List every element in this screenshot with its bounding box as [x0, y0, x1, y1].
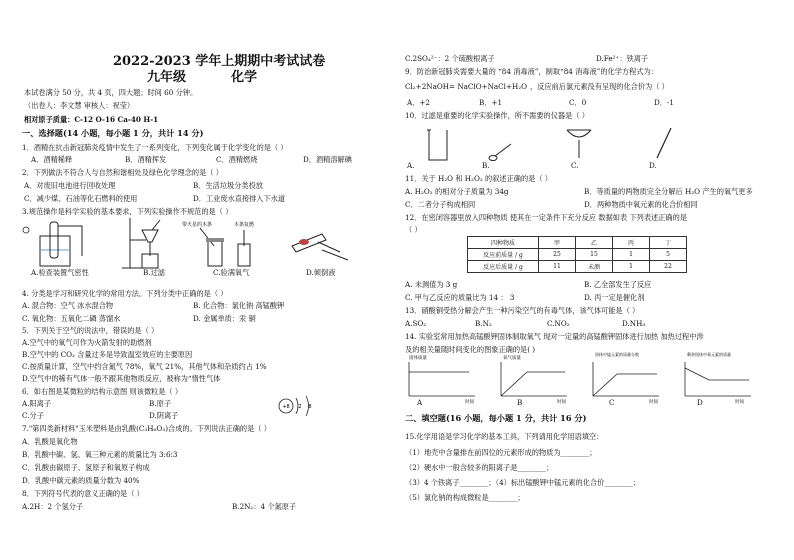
- oxygen-check-figure: [182, 221, 255, 266]
- beaker-icon: [427, 130, 447, 160]
- stick-reignite-label: 木条复燃: [234, 222, 255, 228]
- q7-option-b: B．乳酸中碳、氢、氧三种元素的质量比为 3:6:3: [22, 450, 178, 459]
- q7-option-c: C．乳酸由碳原子、氢原子和氧原子构成: [22, 463, 150, 472]
- q3-option-b: B.过滤: [143, 268, 165, 277]
- graph-b: [501, 354, 567, 405]
- question-12: 12．在密闭容器里放入四种物质 使其在一定条件下充分反应 数据如表 下列表述正确的是: [405, 213, 687, 222]
- q13-option-d: D.NH₃: [622, 319, 646, 328]
- q9-question-rest: ，反应前后氯元素没有呈现的化合价为（ ）: [530, 82, 669, 91]
- section-2-heading: 二、填空题(16 小题，每小题 1 分，共计 16 分): [405, 413, 587, 423]
- q14-option-c: C: [609, 398, 615, 407]
- nucleus-charge: +8: [282, 404, 290, 410]
- graph-d-y-label: 剩余固体中氧元素的质量: [687, 352, 731, 357]
- q12-option-b: B. 乙全部发生了反应: [584, 280, 652, 289]
- q3-option-a: A.检查装置气密性: [31, 268, 89, 277]
- q8-option-b: B.2N₂：4 个氮原子: [232, 502, 297, 511]
- q15-part-5: （5）氯化钠的构成微粒是________；: [405, 493, 525, 502]
- q12-option-d: D. 丙一定是催化剂: [584, 293, 645, 302]
- q9-option-d: D．-1: [654, 98, 674, 107]
- table-cell: 1: [613, 261, 650, 273]
- question-7: 7."第四类新材料"玉米塑料是由乳酸(C₃H₆O₃)合成的。下列说法正确的是（ ）: [22, 424, 271, 433]
- q6-option-c: C.分子: [22, 411, 44, 420]
- table-cell: 15: [576, 249, 613, 261]
- electron-shell-1: 2: [298, 404, 302, 410]
- question-5: 5．下列关于空气的说法中，错误的是（ ）: [22, 326, 159, 335]
- q5-option-d: D.空气中的稀有气体一般不跟其他物质反应，被称为“惰性气体: [22, 374, 221, 383]
- table-cell: 反应前质量 / g: [468, 249, 539, 261]
- table-header-row: [468, 237, 687, 249]
- question-10: 10．过滤是重要的化学实验操作，所不需要的仪器是（ ）: [405, 111, 589, 120]
- graph-c-y-label: 固体中锰元素的质量分数: [595, 352, 639, 357]
- q14-option-a: A: [417, 398, 423, 407]
- filtration-figure: [122, 218, 160, 268]
- q1-option-c: C．酒精燃烧: [216, 155, 258, 164]
- q12-option-a: A. 未测值为 3 g: [405, 280, 458, 289]
- table-cell: 22: [650, 261, 687, 273]
- graph-a-y-label: 固体质量: [409, 356, 427, 361]
- q9-option-b: B．+1: [479, 98, 503, 107]
- q12-option-c: C. 甲与乙反应的质量比为 14 ： 3: [405, 293, 515, 302]
- q10-instruments: [407, 122, 697, 164]
- q10-option-a: A.: [407, 161, 415, 170]
- q10-option-c: C.: [571, 161, 579, 170]
- q9-equation: Cl₂+2NaOH= NaClO+NaCl+H₂O: [405, 82, 528, 91]
- q15-part-2: （2）硬水中一般含较多的阳离子是________；: [405, 463, 554, 472]
- table-cell: 未测: [576, 261, 613, 273]
- q5-option-b: B.空气中的 CO₂ 含量过多是导致温室效应的主要原因: [22, 350, 193, 359]
- atomic-mass: 相对原子质量：C-12 O-16 Ca-40 H-1: [24, 115, 159, 124]
- q10-option-b: B.: [482, 161, 490, 170]
- q12-data-table: [467, 236, 687, 273]
- question-11: 11．关于 H₂O 和 H₂O₂ 的叙述正确的是（ ）: [405, 174, 552, 183]
- q1-option-a: A．酒精稀释: [31, 155, 73, 164]
- q14-option-d: D: [697, 398, 703, 407]
- exam-info: 本试卷满分 50 分，共 4 页，四大题；时间 60 分钟。: [24, 88, 198, 97]
- table-row: [468, 249, 687, 261]
- table-header: 丙: [613, 237, 650, 249]
- q9-option-c: C．0: [569, 98, 587, 107]
- q13-option-a: A.SO₂: [405, 319, 427, 328]
- q10-option-d: D.: [649, 161, 657, 170]
- airtight-check-figure: [23, 222, 82, 266]
- graph-c-x-label: 时间: [649, 400, 658, 405]
- question-9: 9．防治新冠肺炎需要大量的 “84 消毒液”，制取“84 消毒液”的化学方程式为：: [405, 67, 658, 76]
- table-header: 甲: [539, 237, 576, 249]
- grade-label: 九年级: [147, 70, 187, 85]
- q4-option-c: C. 氧化物：五氧化二磷 蒸馏水: [22, 314, 121, 323]
- question-13: 13．硝酸铜受热分解会产生一种污染空气的有毒气体，该气体可能是（ ）: [405, 306, 640, 315]
- question-8: 8．下列符号代表的意义正确的是（ ）: [22, 489, 144, 498]
- q9-option-a: A．+2: [407, 98, 430, 107]
- q8-option-a: A.2H：2 个氢分子: [22, 502, 84, 511]
- question-2: 2．下列做法不符合人与自然和谐相处及绿色化学理念的是（ ）: [22, 168, 223, 177]
- graph-b-x-label: 时间: [557, 400, 566, 405]
- q4-option-b: B. 化合物：氯化钠 高锰酸钾: [193, 301, 285, 310]
- q13-option-c: C.NO₂: [547, 319, 570, 328]
- q8-option-d: D.Fe²⁺：铁离子: [596, 54, 649, 63]
- q14-continuation: 及的相关量随时间变化的图象正确的是( ): [405, 345, 536, 354]
- funnel-icon: [567, 130, 591, 158]
- question-1: 1．酒精在抗击新冠肺炎疫情中发生了一系列变化，下列变化属于化学变化的是（ ）: [22, 143, 288, 152]
- q7-option-d: D．乳酸中碳元素的质量分数为 40%: [22, 476, 140, 485]
- q7-option-a: A．乳酸是氧化物: [22, 437, 78, 446]
- graph-d: [685, 352, 751, 405]
- q5-option-a: A.空气中的氧气可作为火箭发射的助燃剂: [22, 338, 152, 347]
- q2-option-b: B．生活垃圾分类投放: [193, 181, 263, 190]
- graph-b-y-label: 氧气质量: [503, 356, 521, 361]
- q11-option-d: D．两种物质中氧元素的化合价相同: [584, 200, 698, 209]
- graph-d-x-label: 时间: [735, 400, 744, 405]
- q2-option-d: D．工业废水直接排入下水道: [193, 194, 286, 203]
- q13-option-b: B.N₂: [475, 319, 492, 328]
- exam-title: 2022-2023 学年上期期中考试试卷: [113, 54, 326, 69]
- q6-option-d: D.阴离子: [149, 411, 179, 420]
- question-15: 15.化学用语是学习化学的基本工具，下列请用化学用语填空：: [405, 432, 604, 441]
- q15-part-1: （1）地壳中含量排在前四位的元素形成的物质为________；: [405, 448, 597, 457]
- table-header: 四种物质: [468, 237, 539, 249]
- section-1-heading: 一、选择题(14 小题，每小题 1 分，共计 14 分): [22, 128, 204, 138]
- table-row: [468, 261, 687, 273]
- spoon-icon: [489, 144, 511, 161]
- pour-liquid-figure: [292, 234, 348, 260]
- q11-option-c: C．二者分子构成相同: [405, 200, 476, 209]
- table-cell: 11: [539, 261, 576, 273]
- q6-option-b: B.原子: [149, 399, 171, 408]
- question-3: 3.规范操作是科学实验的基本要求，下列实验操作不规范的是（ ）: [22, 207, 233, 216]
- glowing-stick-label: 带火星的木条: [182, 222, 213, 228]
- table-header: 丁: [650, 237, 687, 249]
- question-6: 6．如右图是某微粒的结构示意图 则该微粒是（ ）: [22, 387, 183, 396]
- q3-option-d: D.倾倒液: [306, 268, 336, 277]
- q14-option-b: B: [517, 398, 523, 407]
- table-header: 乙: [576, 237, 613, 249]
- q2-option-c: C．减少煤、石油等化石燃料的使用: [24, 194, 138, 203]
- atom-structure-diagram: [276, 392, 324, 420]
- q2-option-a: A．对废旧电池进行回收处理: [24, 181, 116, 190]
- q14-graphs: [405, 352, 765, 408]
- table-cell: 1: [613, 249, 650, 261]
- q1-option-b: B．酒精挥发: [125, 155, 167, 164]
- graph-a-x-label: 时间: [465, 400, 474, 405]
- table-cell: 5: [650, 249, 687, 261]
- q15-part-3-4: （3）4 个铁离子________；（4）标出锰酸钾中锰元素的化合价________；: [405, 478, 641, 487]
- glass-rod-icon: [657, 128, 671, 158]
- question-4: 4. 分类是学习和研究化学的常用方法。下列分类中正确的是（ ）: [22, 289, 228, 298]
- q3-figures: [22, 216, 362, 270]
- table-cell: 25: [539, 249, 576, 261]
- question-14: 14. 实验室常用加热高锰酸钾固体制取氧气 现对一定量的高锰酸钾固体进行加热 加热过程中涉: [405, 332, 704, 341]
- electron-shell-2: 8: [308, 404, 312, 410]
- exam-authors: （出卷人：李文慧 审核人：祝莹）: [24, 101, 135, 110]
- graph-c: [593, 352, 659, 405]
- q4-option-a: A. 混合物：空气 冰水混合物: [22, 301, 114, 310]
- q1-option-d: D．酒精溶解碘: [303, 155, 352, 164]
- q6-option-a: A.阳离子: [22, 399, 52, 408]
- q11-option-b: B．等质量的两物质完全分解后 H₂O 产生的氧气更多: [584, 187, 753, 196]
- q5-option-c: C.按质量计算，空气中约含氮气 78%，氧气 21%，其他气体和杂质约占 1%: [22, 362, 267, 371]
- q3-option-c: C.验满氧气: [213, 268, 250, 277]
- q8-option-c: C.2SO₄²⁻：2 个硫酸根离子: [405, 54, 495, 63]
- q4-option-d: D. 金属单质：汞 铜: [193, 314, 256, 323]
- q11-option-a: A. H₂O₂ 的相对分子质量为 34g: [405, 187, 509, 196]
- q12-paren: （ ）: [405, 225, 422, 234]
- table-cell: 反应后质量 / g: [468, 261, 539, 273]
- subject-label: 化学: [231, 70, 258, 85]
